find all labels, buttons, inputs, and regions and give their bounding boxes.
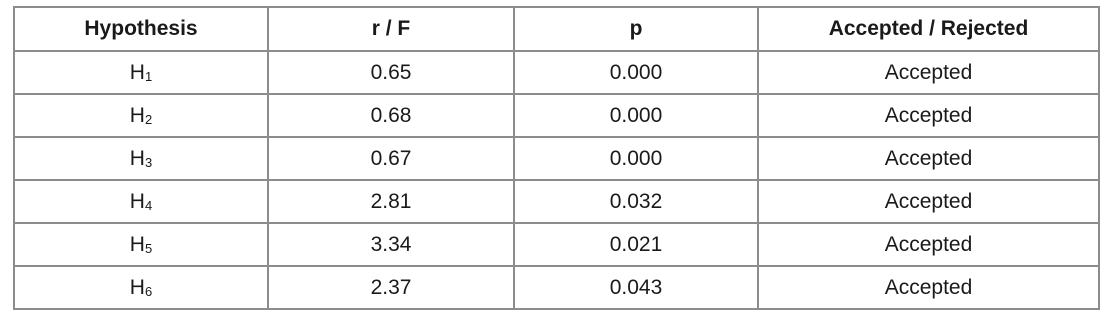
- header-r-f: r / F: [268, 7, 514, 51]
- table-row: [14, 180, 1099, 223]
- hypothesis-cell: [14, 223, 268, 266]
- hypothesis-letter: H: [129, 275, 145, 299]
- header-row: [14, 7, 1099, 51]
- r-f-cell: 0.68: [268, 94, 514, 137]
- table-row: [14, 137, 1099, 180]
- hypothesis-letter: H: [129, 232, 145, 256]
- decision-cell: Accepted: [758, 223, 1099, 266]
- hypothesis-letter: H: [129, 103, 145, 127]
- hypothesis-letter: H: [129, 189, 145, 213]
- table-row: [14, 94, 1099, 137]
- p-cell: 0.043: [514, 266, 758, 309]
- hypothesis-cell: [14, 266, 268, 309]
- hypothesis-subscript: 4: [144, 197, 153, 213]
- hypothesis-cell: [14, 51, 268, 94]
- decision-cell: Accepted: [758, 266, 1099, 309]
- hypothesis-subscript: 6: [144, 283, 153, 299]
- r-f-cell: 2.37: [268, 266, 514, 309]
- r-f-cell: 0.65: [268, 51, 514, 94]
- p-cell: 0.000: [514, 51, 758, 94]
- decision-cell: Accepted: [758, 137, 1099, 180]
- header-accepted-rejected: Accepted / Rejected: [758, 7, 1099, 51]
- hypothesis-subscript: 3: [144, 154, 153, 170]
- header-hypothesis: Hypothesis: [14, 7, 268, 51]
- p-cell: 0.021: [514, 223, 758, 266]
- p-cell: 0.000: [514, 137, 758, 180]
- table-row: [14, 223, 1099, 266]
- p-cell: 0.032: [514, 180, 758, 223]
- r-f-cell: 2.81: [268, 180, 514, 223]
- p-cell: 0.000: [514, 94, 758, 137]
- hypothesis-cell: [14, 137, 268, 180]
- decision-cell: Accepted: [758, 51, 1099, 94]
- r-f-cell: 0.67: [268, 137, 514, 180]
- table-row: [14, 51, 1099, 94]
- hypothesis-subscript: 1: [144, 68, 153, 84]
- hypothesis-subscript: 2: [144, 111, 153, 127]
- hypothesis-letter: H: [129, 146, 145, 170]
- hypothesis-cell: [14, 94, 268, 137]
- hypothesis-subscript: 5: [144, 240, 153, 256]
- hypothesis-cell: [14, 180, 268, 223]
- decision-cell: Accepted: [758, 180, 1099, 223]
- r-f-cell: 3.34: [268, 223, 514, 266]
- decision-cell: Accepted: [758, 94, 1099, 137]
- hypothesis-letter: H: [129, 60, 145, 84]
- table-row: [14, 266, 1099, 309]
- hypothesis-table: [13, 6, 1100, 310]
- header-p: p: [514, 7, 758, 51]
